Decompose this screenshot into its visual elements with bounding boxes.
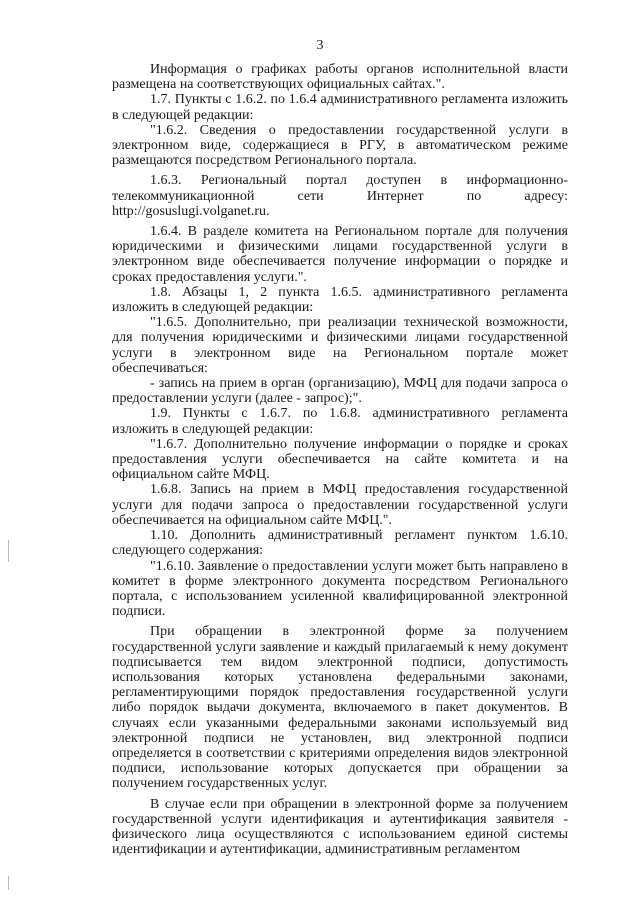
paragraph-info-schedules: Информация о графиках работы органов исполнительной власти размещена на соответствующих официальных сайтах.". — [112, 62, 568, 93]
paragraph-1-6-8: 1.6.8. Запись на прием в МФЦ предоставления государственной услуги для подачи запроса о предоставлении государственной услуги обеспечивается на официальном сайте МФЦ.". — [112, 482, 568, 528]
paragraph-identification: В случае если при обращении в электронной форме за получением государственной услуги идентификация и аутентификация заявителя - физического лица осуществляются с использованием единой системы идентификации и аутентификации, административным регламентом — [112, 796, 568, 858]
paragraph-1-10: 1.10. Дополнить административный регламент пунктом 1.6.10. следующего содержания: — [112, 528, 568, 559]
paragraph-1-6-2: "1.6.2. Сведения о предоставлении государственной услуги в электронном виде, содержащиеся в РГУ, в автоматическом режиме размещаются посредством Регионального портала. — [112, 122, 568, 169]
paragraph-1-6-4: 1.6.4. В разделе комитета на Региональном портале для получения юридическими и физическими лицами государственной услуги в электронном виде обеспечивается получение информации о порядке и сроках предоставления услуги.". — [112, 224, 568, 285]
paragraph-electronic-signature: При обращении в электронной форме за получением государственной услуги заявление и каждый прилагаемый к нему документ подписывается тем видом электронной подписи, допустимость использования которых установлена федеральными законами, регламентирующими порядок предоставления государственной услуги либо порядок выдачи документа, включаемого в пакет документов. В случаях если указанными федеральными законами используемый вид электронной подписи не установлен, вид электронной подписи определяется в соответствии с критериями определения видов электронной подписи, использование которых допускается при обращении за получением государственных услуг. — [112, 624, 568, 792]
document-body — [112, 62, 568, 857]
paragraph-1-8: 1.8. Абзацы 1, 2 пункта 1.6.5. административного регламента изложить в следующей редакции: — [112, 284, 568, 316]
page-number: 3 — [316, 38, 324, 53]
paragraph-1-6-5: "1.6.5. Дополнительно, при реализации технической возможности, для получения юридическими и физическими лицами государственной услуги в электронном виде на Региональном портале может обеспечиваться: — [112, 315, 568, 376]
paragraph-1-6-10: "1.6.10. Заявление о предоставлении услуги может быть направлено в комитет в форме электронного документа посредством Регионального портала, с использованием усиленной квалифицированной электронной подписи. — [112, 558, 568, 620]
paragraph-1-6-3: 1.6.3. Региональный портал доступен в информационно-телекоммуникационной сети Интернет по адресу: http://gosuslugi.volganet.ru. — [112, 173, 568, 219]
margin-scan-mark — [8, 540, 9, 562]
paragraph-1-7: 1.7. Пункты с 1.6.2. по 1.6.4 административного регламента изложить в следующей редакции: — [112, 92, 568, 123]
paragraph-1-6-7: "1.6.7. Дополнительно получение информации о порядке и сроках предоставления услуги обеспечивается на сайте комитета и на официальном сайте МФЦ. — [112, 436, 568, 483]
paragraph-1-9: 1.9. Пункты с 1.6.7. по 1.6.8. административного регламента изложить в следующей редакции: — [112, 406, 568, 437]
paragraph-appointment-item: - запись на прием в орган (организацию), МФЦ для подачи запроса о предоставлении услуги (далее - запрос);". — [112, 376, 568, 407]
margin-scan-mark-lower — [8, 876, 9, 890]
